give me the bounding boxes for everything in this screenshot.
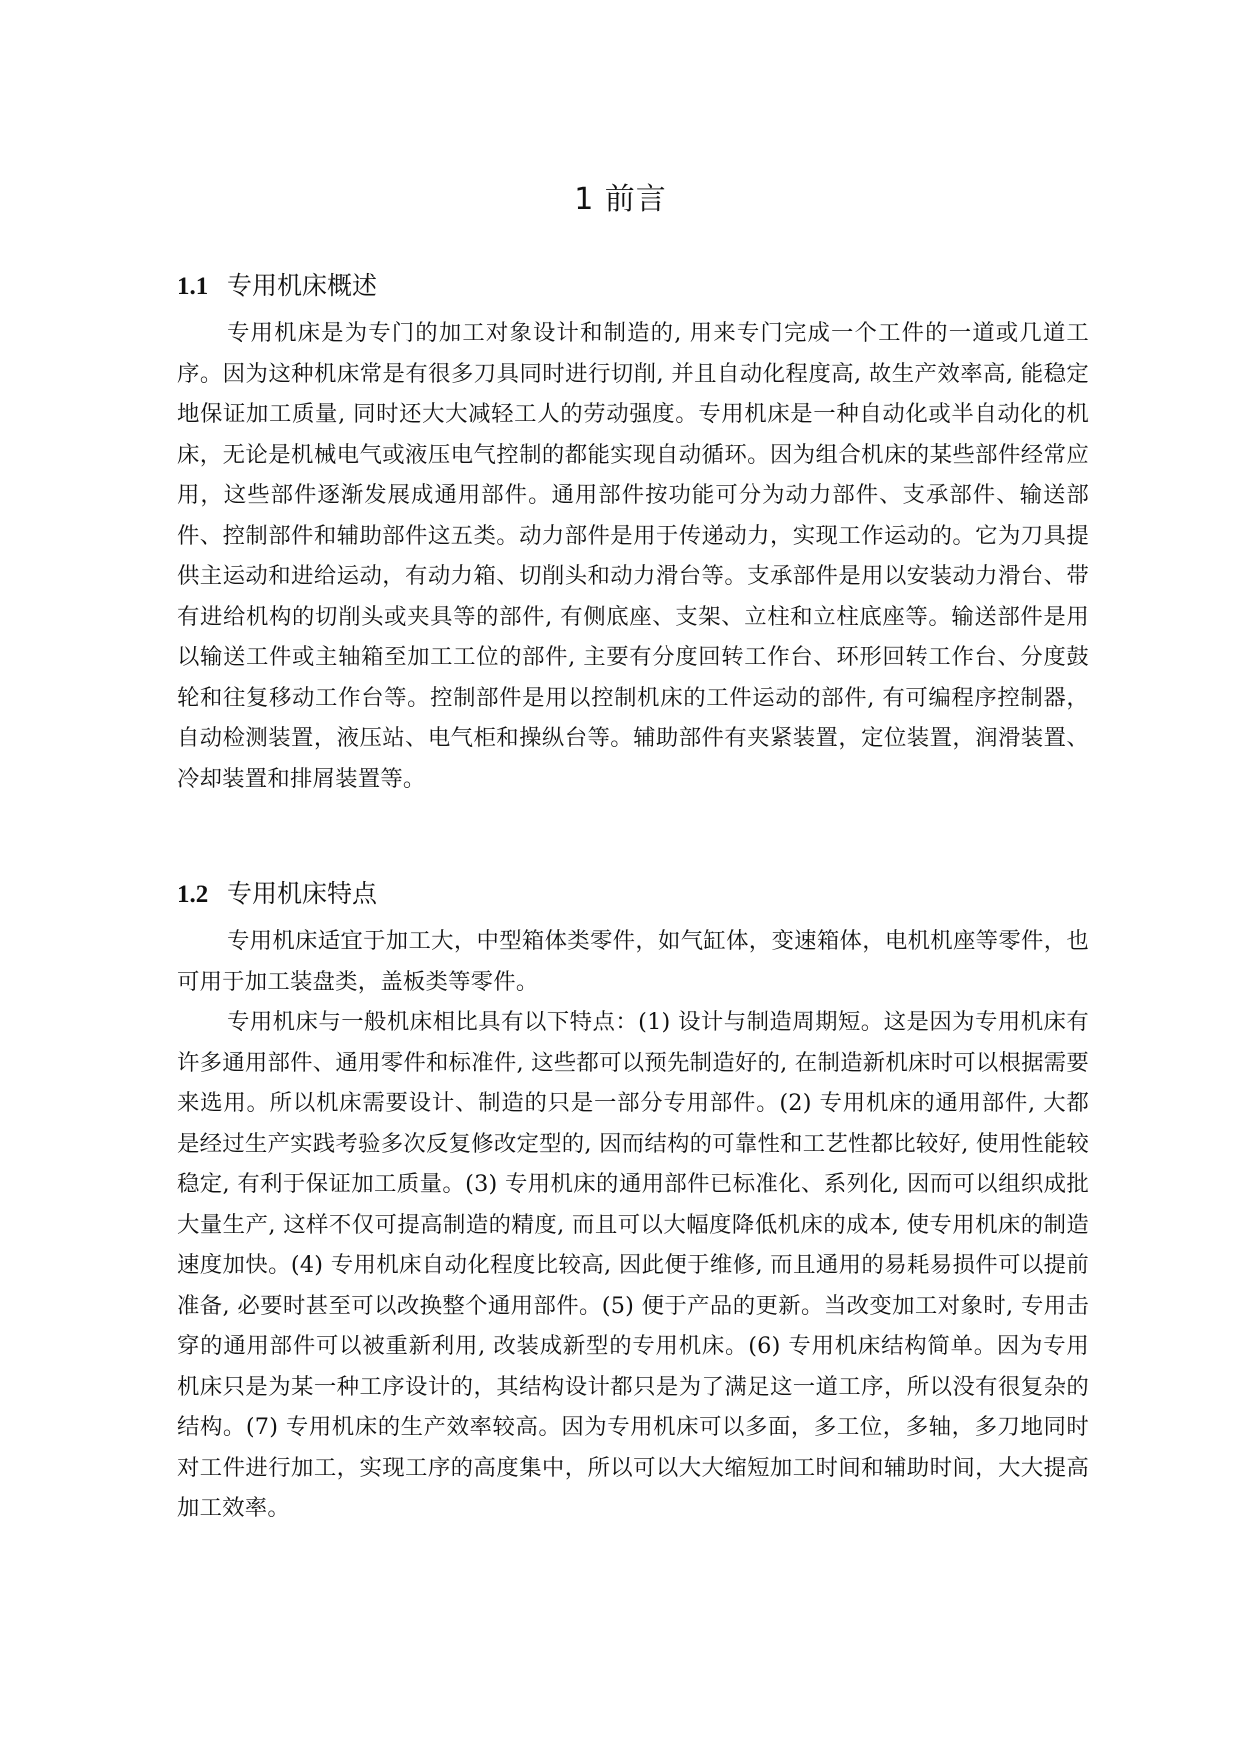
section-number: 1.1 (177, 273, 209, 300)
section-overview (177, 268, 1089, 799)
section-heading (177, 876, 1089, 913)
section-number: 1.2 (177, 881, 209, 908)
body-paragraph: 专用机床适宜于加工大，中型箱体类零件，如气缸体，变速箱体，电机机座等零件，也可用于加工装盘类，盖板类等零件。 (177, 928, 1089, 995)
body-paragraph: 专用机床与一般机床相比具有以下特点：(1) 设计与制造周期短。这是因为专用机床有许多通用部件、通用零件和标准件, 这些都可以预先制造好的, 在制造新机床时可以根据需要来选用。所以机床需要设计、制造的只是一部分专用部件。(2) 专用机床的通用部件, 大都是经过生产实践考验多次反复修改定型的, 因而结构的可靠性和工艺性都比较好, 使用性能较稳定, 有利于保证加工质量。(3) 专用机床的通用部件已标准化、系列化, 因而可以组织成批大量生产, 这样不仅可提高制造的精度, 而且可以大幅度降低机床的成本, 使专用机床的制造速度加快。(4) 专用机床自动化程度比较高, 因此便于维修, 而且通用的易耗易损件可以提前准备, 必要时甚至可以改换整个通用部件。(5) 便于产品的更新。当改变加工对象时, 专用击穿的通用部件可以被重新利用, 改装成新型的专用机床。(6) 专用机床结构简单。因为专用机床只是为某一种工序设计的，其结构设计都只是为了满足这一道工序，所以没有很复杂的结构。(7) 专用机床的生产效率较高。因为专用机床可以多面，多工位，多轴，多刀地同时对工件进行加工，实现工序的高度集中，所以可以大大缩短加工时间和辅助时间，大大提高加工效率。 (177, 1009, 1089, 1521)
body-paragraph: 专用机床是为专门的加工对象设计和制造的, 用来专门完成一个工件的一道或几道工序。因为这种机床常是有很多刀具同时进行切削, 并且自动化程度高, 故生产效率高, 能稳定地保证加工质量, 同时还大大减轻工人的劳动强度。专用机床是一种自动化或半自动化的机床，无论是机械电气或液压电气控制的都能实现自动循环。因为组合机床的某些部件经常应用，这些部件逐渐发展成通用部件。通用部件按功能可分为动力部件、支承部件、输送部件、控制部件和辅助部件这五类。动力部件是用于传递动力，实现工作运动的。它为刀具提供主运动和进给运动，有动力箱、切削头和动力滑台等。支承部件是用以安装动力滑台、带有进给机构的切削头或夹具等的部件, 有侧底座、支架、立柱和立柱底座等。输送部件是用以输送工件或主轴箱至加工工位的部件, 主要有分度回转工作台、环形回转工作台、分度鼓轮和往复移动工作台等。控制部件是用以控制机床的工件运动的部件, 有可编程序控制器，自动检测装置，液压站、电气柜和操纵台等。辅助部件有夹紧装置，定位装置，润滑装置、冷却装置和排屑装置等。 (177, 320, 1089, 792)
section-title: 专用机床特点 (227, 879, 378, 908)
section-title: 专用机床概述 (227, 271, 378, 300)
section-features (177, 876, 1089, 1529)
chapter-title: 1 前言 (574, 182, 667, 218)
section-heading (177, 268, 1089, 305)
